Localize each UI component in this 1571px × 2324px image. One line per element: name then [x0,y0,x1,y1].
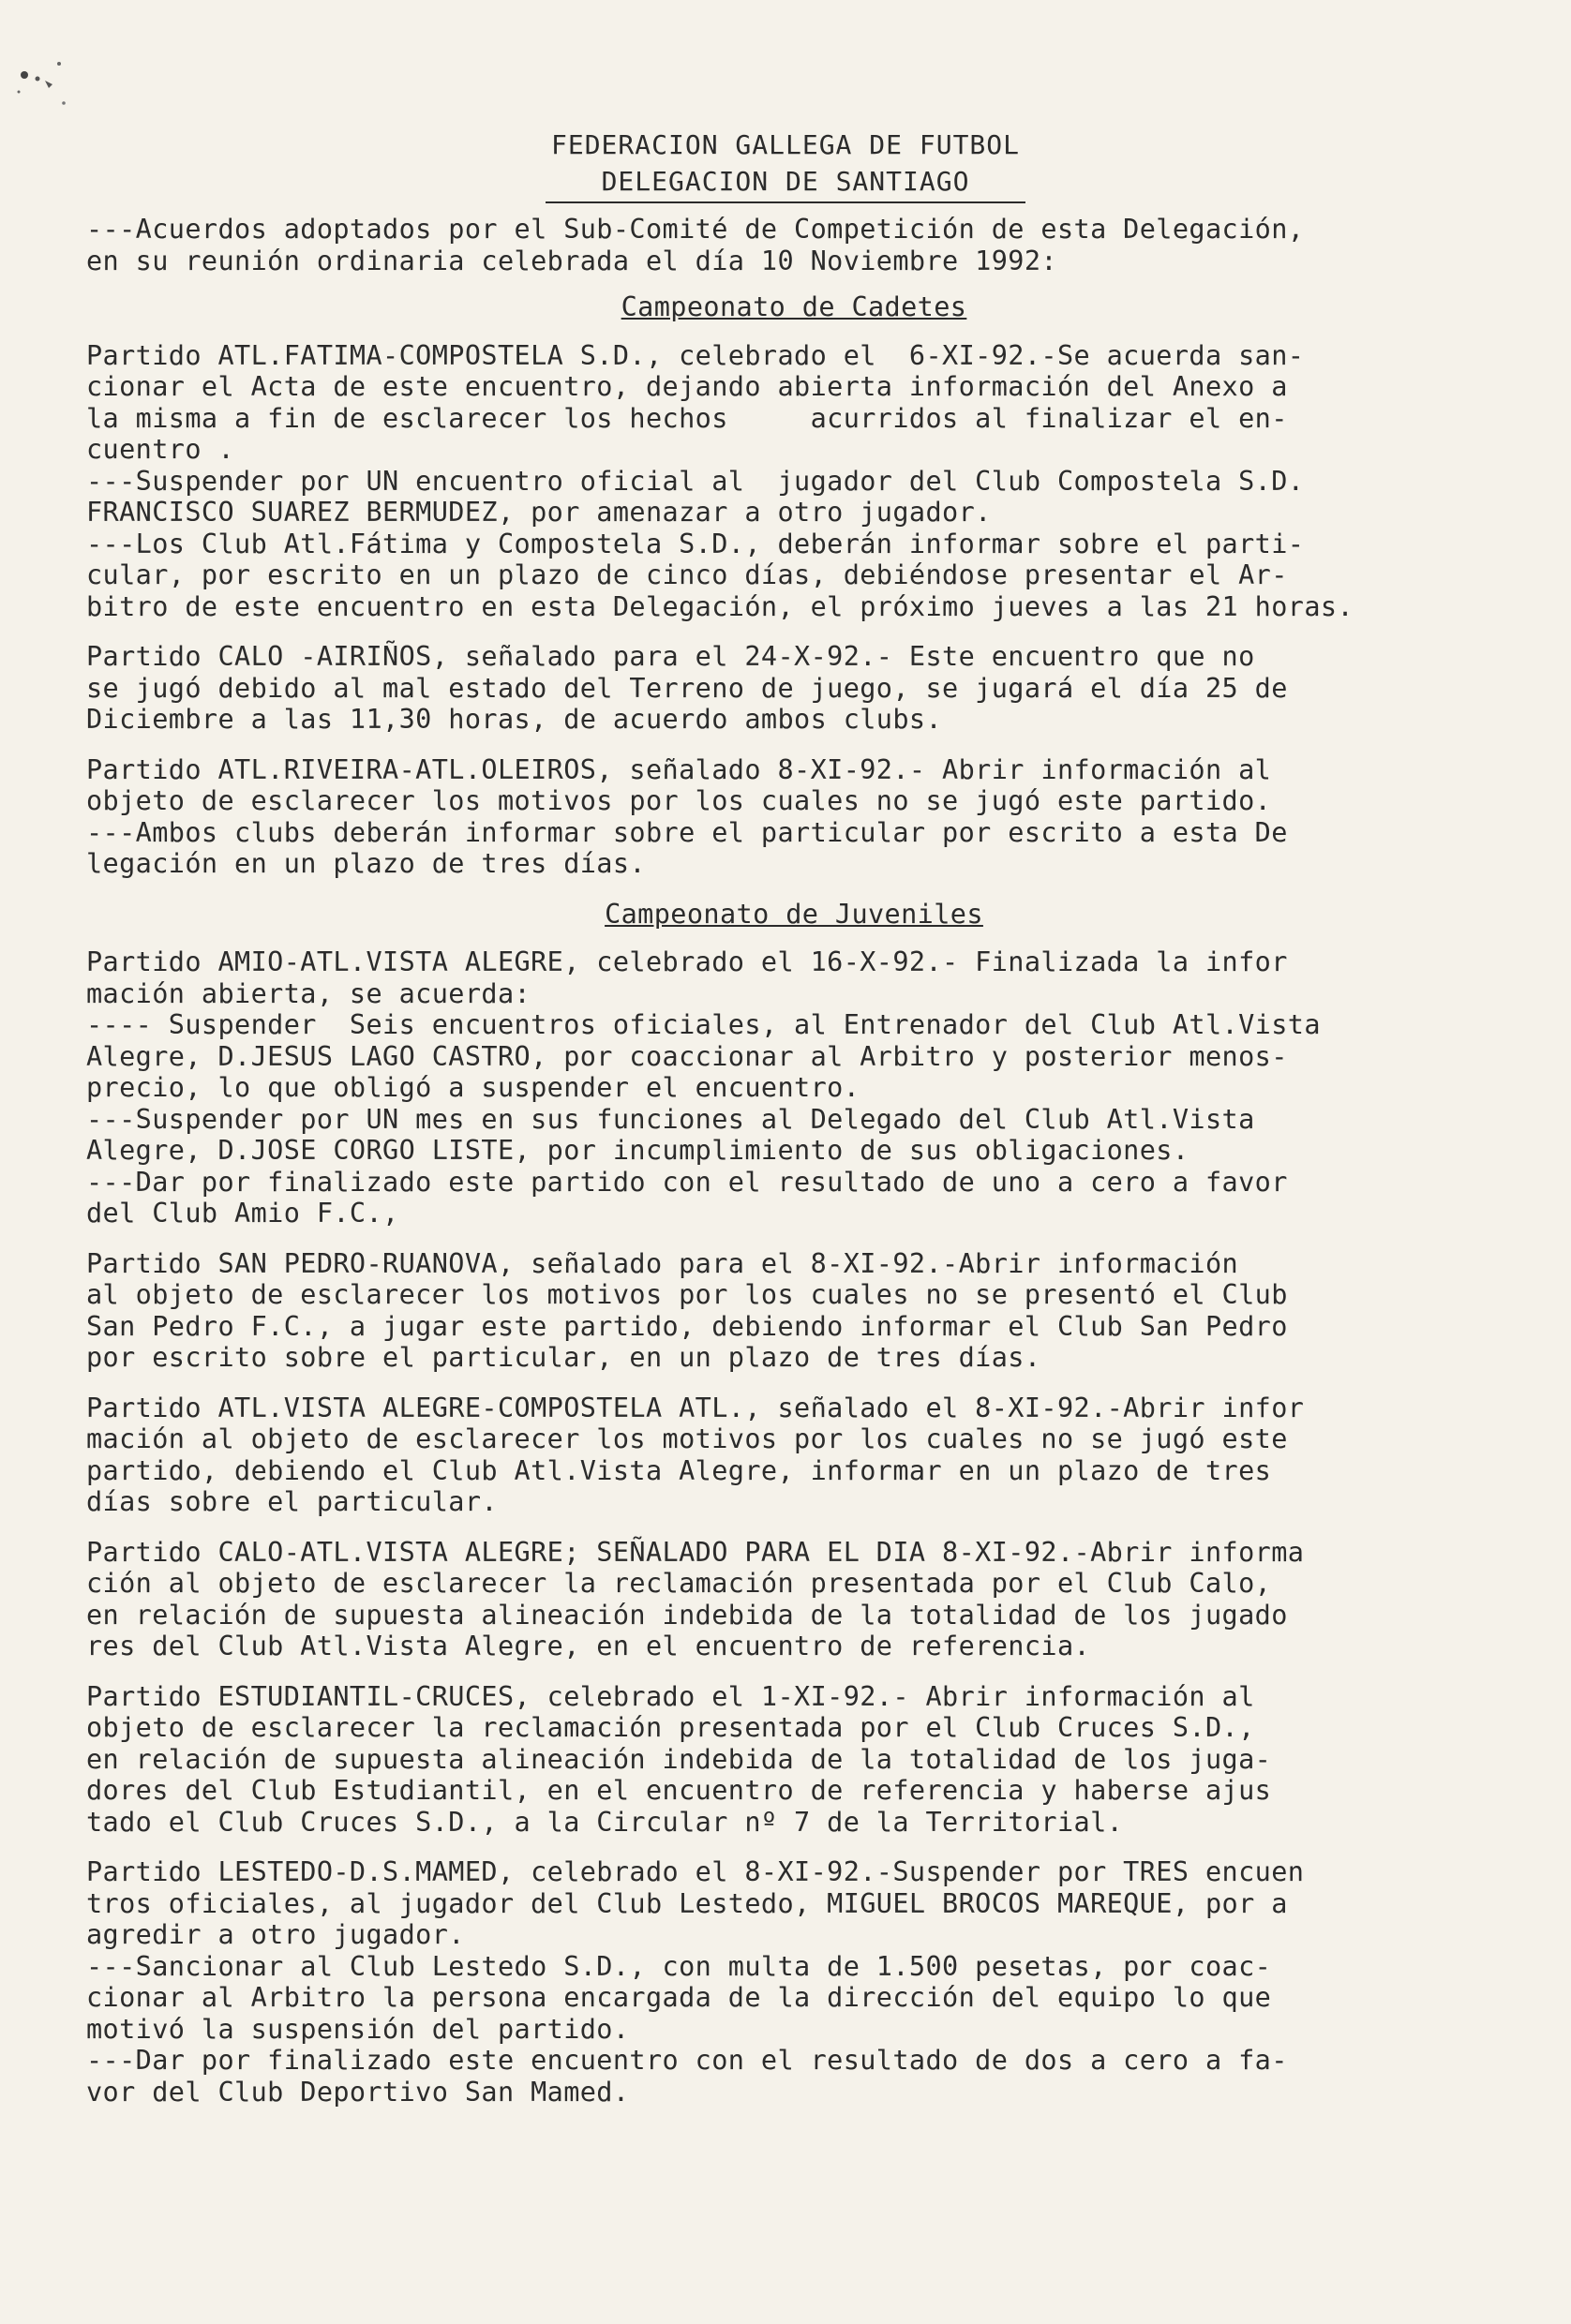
text-line: res del Club Atl.Vista Alegre, en el encuentro de referencia. [86,1631,1091,1661]
organization-title: FEDERACION GALLEGA DE FUTBOL [550,129,1020,160]
match-paragraph [86,754,1502,880]
text-line: la misma a fin de esclarecer los hechos acurridos al finalizar el en- [86,402,1288,434]
text-line: tros oficiales, al jugador del Club Lestedo, MIGUEL BROCOS MAREQUE, por a [86,1887,1288,1919]
section-title: Campeonato de Cadetes [621,291,967,322]
text-line: Diciembre a las 11,30 horas, de acuerdo ambos clubs. [86,704,943,735]
text-line: partido, debiendo el Club Atl.Vista Alegre, informar en un plazo de tres [86,1454,1272,1486]
document-header [0,127,1571,203]
document-body [86,214,1502,2126]
text-line: legación en un plazo de tres días. [86,848,646,879]
match-paragraph [86,1681,1502,1839]
text-line: ---- Suspender Seis encuentros oficiales, al Entrenador del Club Atl.Vista [86,1009,1321,1040]
text-line: Partido CALO-ATL.VISTA ALEGRE; SEÑALADO PARA EL DIA 8-XI-92.-Abrir informa [86,1536,1305,1568]
match-paragraph [86,1248,1502,1374]
text-line: Partido LESTEDO-D.S.MAMED, celebrado el 8-XI-92.-Suspender por TRES encuen [86,1856,1305,1887]
text-line: mación abierta, se acuerda: [86,977,531,1009]
text-line: Partido ATL.FATIMA-COMPOSTELA S.D., celebrado el 6-XI-92.-Se acuerda san- [86,339,1305,371]
text-line: dores del Club Estudiantil, en el encuentro de referencia y haberse ajus [86,1775,1272,1806]
text-line: ---Ambos clubs deberán informar sobre el particular por escrito a esta De [86,816,1288,848]
ink-stain-mark [7,19,73,131]
section-title: Campeonato de Juveniles [605,898,983,930]
text-line: tado el Club Cruces S.D., a la Circular nº 7 de la Territorial. [86,1806,1124,1838]
text-line: cuentro . [86,434,235,465]
match-paragraph [86,1856,1502,2108]
text-line: Partido ATL.VISTA ALEGRE-COMPOSTELA ATL., señalado el 8-XI-92.-Abrir infor [86,1392,1305,1423]
text-line: ción al objeto de esclarecer la reclamación presentada por el Club Calo, [86,1568,1272,1599]
text-line: vor del Club Deportivo San Mamed. [86,2076,630,2108]
text-line: Partido AMIO-ATL.VISTA ALEGRE, celebrado el 16-X-92.- Finalizada la infor [86,946,1288,977]
text-line: al objeto de esclarecer los motivos por los cuales no se presentó el Club [86,1279,1288,1310]
match-paragraph [86,1393,1502,1518]
text-line: precio, lo que obligó a suspender el encuentro. [86,1072,860,1103]
text-line: ---Los Club Atl.Fátima y Compostela S.D., deberán informar sobre el parti- [86,528,1305,559]
text-line: Alegre, D.JOSE CORGO LISTE, por incumplimiento de sus obligaciones. [86,1135,1189,1166]
text-line: Alegre, D.JESUS LAGO CASTRO, por coaccionar al Arbitro y posterior menos- [86,1040,1288,1072]
text-line: objeto de esclarecer la reclamación presentada por el Club Cruces S.D., [86,1712,1255,1743]
text-line: del Club Amio F.C., [86,1198,399,1229]
match-paragraph [86,641,1502,736]
text-line: motivó la suspensión del partido. [86,2013,630,2045]
match-paragraph [86,946,1502,1229]
match-paragraph [86,340,1502,623]
text-line: en relación de supuesta alineación indebida de la totalidad de los jugado [86,1599,1288,1631]
text-line: Partido CALO -AIRIÑOS, señalado para el 24-X-92.- Este encuentro que no [86,641,1255,672]
text-line: ---Suspender por UN encuentro oficial al jugador del Club Compostela S.D. [86,465,1305,497]
match-paragraph [86,1537,1502,1662]
text-line: agredir a otro jugador. [86,1919,465,1950]
text-line: ---Dar por finalizado este encuentro con el resultado de dos a cero a fa- [86,2045,1288,2076]
text-line: Partido ESTUDIANTIL-CRUCES, celebrado el 1-XI-92.- Abrir información al [86,1680,1255,1712]
text-line: ---Suspender por UN mes en sus funciones al Delegado del Club Atl.Vista [86,1103,1255,1135]
sections-container [86,291,1502,2108]
text-line: cionar el Acta de este encuentro, dejando abierta información del Anexo a [86,371,1288,402]
text-line: se jugó debido al mal estado del Terreno de juego, se jugará el día 25 de [86,672,1288,704]
text-line: ---Dar por finalizado este partido con el resultado de uno a cero a favor [86,1166,1288,1198]
text-line: FRANCISCO SUAREZ BERMUDEZ, por amenazar a otro jugador. [86,497,992,528]
text-line: por escrito sobre el particular, en un plazo de tres días. [86,1342,1041,1373]
text-line: Partido SAN PEDRO-RUANOVA, señalado para el 8-XI-92.-Abrir información [86,1247,1239,1279]
text-line: bitro de este encuentro en esta Delegación, el próximo jueves a las 21 horas. [86,590,1354,622]
text-line: objeto de esclarecer los motivos por los cuales no se jugó este partido. [86,785,1272,816]
delegation-title: DELEGACION DE SANTIAGO [546,163,1026,203]
intro-paragraph: ---Acuerdos adoptados por el Sub-Comité de Competición de esta Delegación, en su reunión ordinaria celebrada el día 10 Noviembre 1992: [86,214,1305,276]
text-line: mación al objeto de esclarecer los motivos por los cuales no se jugó este [86,1423,1288,1454]
text-line: cular, por escrito en un plazo de cinco días, debiéndose presentar el Ar- [86,559,1288,590]
text-line: San Pedro F.C., a jugar este partido, debiendo informar el Club San Pedro [86,1310,1288,1342]
text-line: cionar al Arbitro la persona encargada de la dirección del equipo lo que [86,1982,1272,2013]
text-line: Partido ATL.RIVEIRA-ATL.OLEIROS, señalado 8-XI-92.- Abrir información al [86,753,1272,785]
text-line: días sobre el particular. [86,1486,498,1517]
text-line: en relación de supuesta alineación indebida de la totalidad de los juga- [86,1743,1272,1775]
text-line: ---Sancionar al Club Lestedo S.D., con multa de 1.500 pesetas, por coac- [86,1950,1272,1982]
